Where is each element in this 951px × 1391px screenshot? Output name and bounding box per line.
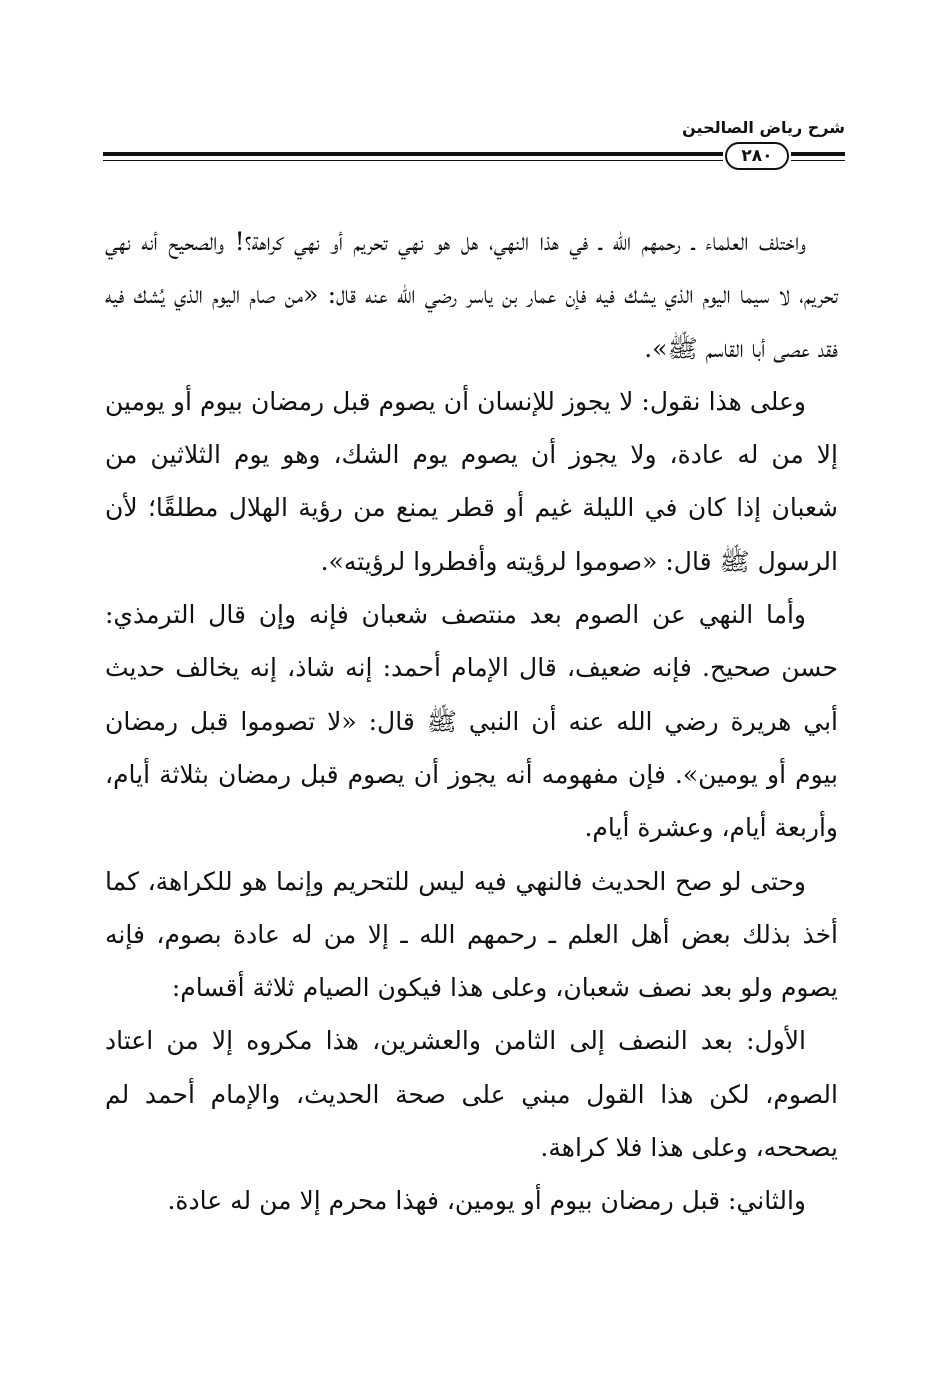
page-header bbox=[103, 112, 845, 182]
page-body bbox=[105, 215, 838, 1228]
header-rule-left-thick bbox=[103, 152, 723, 156]
book-title: شرح رياض الصالحين bbox=[682, 118, 845, 137]
paragraph-3: وأما النهي عن الصوم بعد منتصف شعبان فإنه وإن قال الترمذي: حسن صحيح. فإنه ضعيف، قال الإمام أحمد: إنه شاذ، إنه يخالف حديث أبي هريرة رضي الله عنه أن النبي ﷺ قال: «لا تصوموا قبل رمضان بيوم أو يومين». فإن مفهومه أنه يجوز أن يصوم قبل رمضان بثلاثة أيام، وأربعة أيام، وعشرة أيام. bbox=[105, 600, 838, 843]
paragraph-6: والثاني: قبل رمضان بيوم أو يومين، فهذا محرم إلا من له عادة. bbox=[167, 1186, 806, 1216]
paragraph-2: وعلى هذا نقول: لا يجوز للإنسان أن يصوم قبل رمضان بيوم أو يومين إلا من له عادة، ولا يجوز أن يصوم يوم الشك، وهو يوم الثلاثين من شعبان إذا كان في الليلة غيم أو قطر يمنع من رؤية الهلال مطلقًا؛ لأن الرسول ﷺ قال: «صوموا لرؤيته وأفطروا لرؤيته». bbox=[105, 386, 838, 576]
paragraph-5: الأول: بعد النصف إلى الثامن والعشرين، هذا مكروه إلا من اعتاد الصوم، لكن هذا القول مبني على صحة الحديث، والإمام أحمد لم يصححه، وعلى هذا فلا كراهة. bbox=[105, 1026, 838, 1163]
header-rule-right-thick bbox=[791, 152, 845, 156]
paragraph-1: واختلف العلماء ـ رحمهم الله ـ في هذا النهي، هل هو نهي تحريم أو نهي كراهة؟! والصحيح أنه نهي تحريم، لا سيما اليوم الذي يشك فيه فإن عمار بن ياسر رضي الله عنه قال: «من صام اليوم الذي يُشك فيه فقد عصى أبا القاسم ﷺ». bbox=[105, 227, 838, 363]
paragraph-4: وحتى لو صح الحديث فالنهي فيه ليس للتحريم وإنما هو للكراهة، كما أخذ بذلك بعض أهل العلم ـ رحمهم الله ـ إلا من له عادة بصوم، فإنه يصوم ولو بعد نصف شعبان، وعلى هذا فيكون الصيام ثلاثة أقسام: bbox=[105, 866, 838, 1003]
header-rule-right-thin bbox=[791, 160, 845, 161]
header-rule-left-thin bbox=[103, 160, 723, 161]
page-number: ٢٨٠ bbox=[725, 142, 789, 170]
